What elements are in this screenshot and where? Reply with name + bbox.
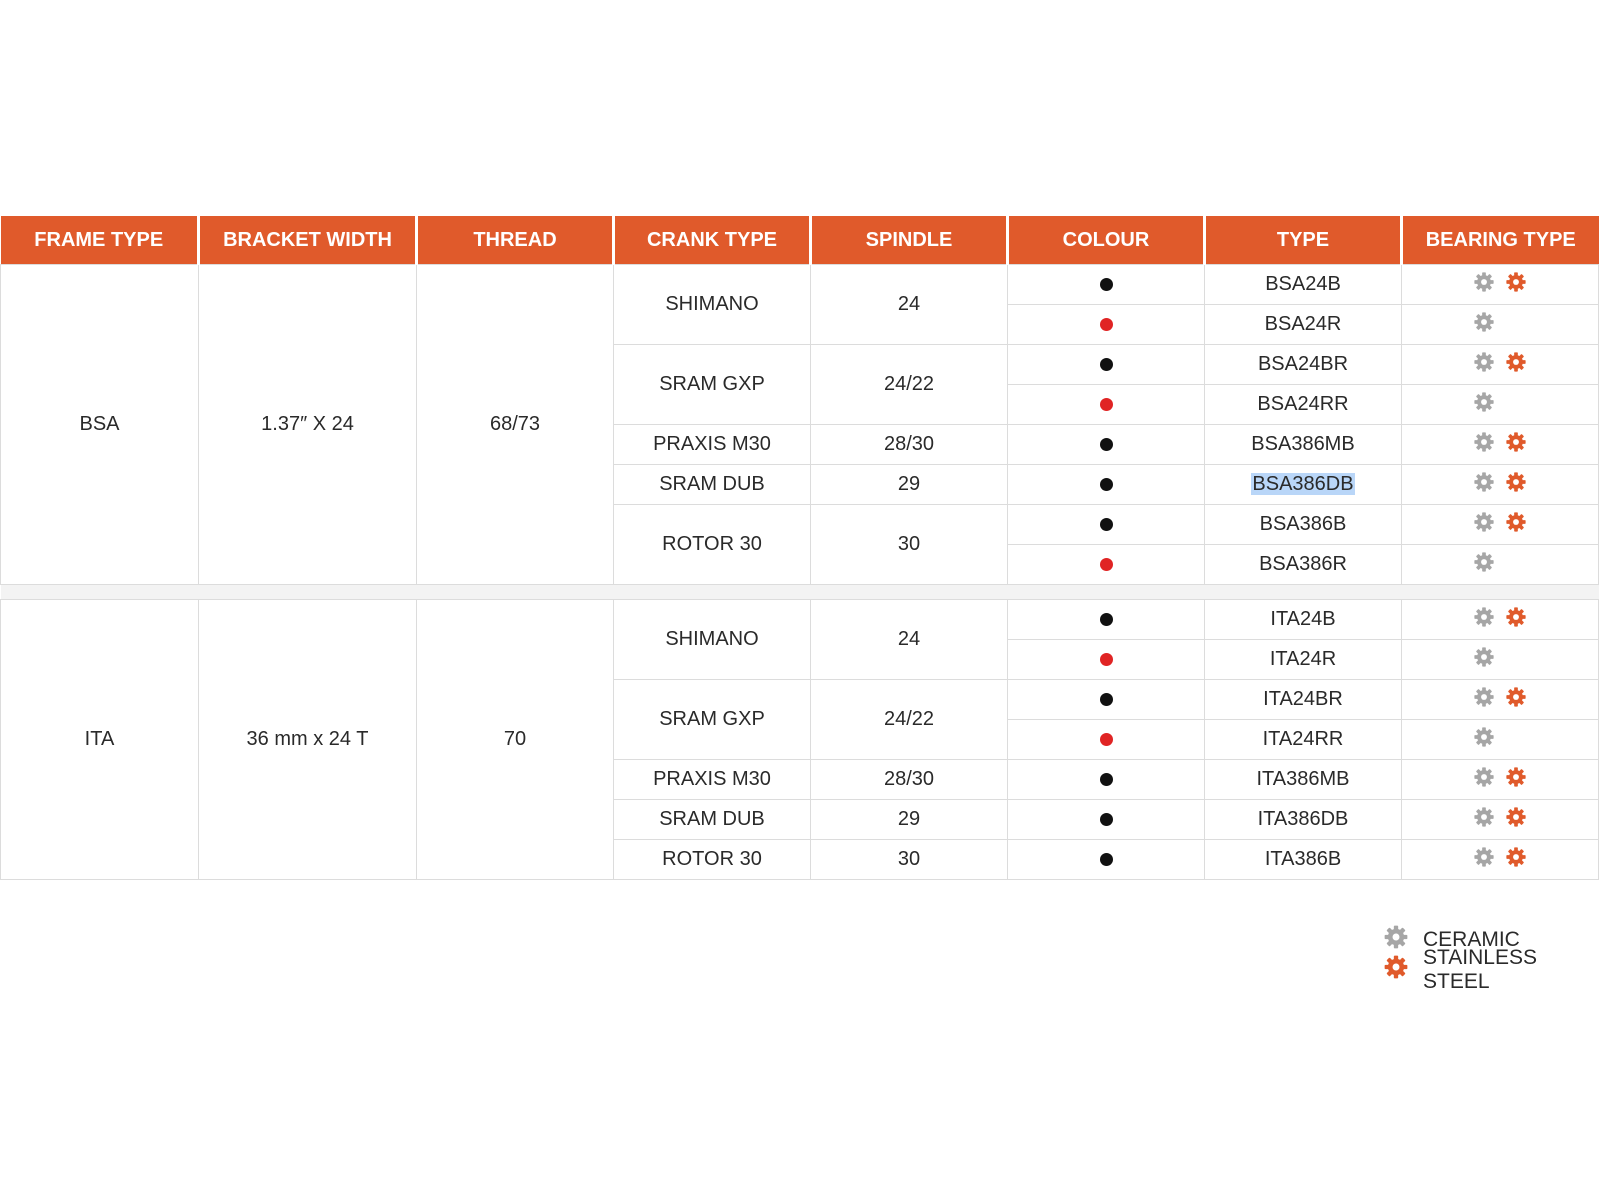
empty-bearing-slot <box>1505 726 1527 748</box>
part-number[interactable]: BSA386MB <box>1251 433 1355 455</box>
group-spacer <box>1 585 1599 600</box>
colour-cell <box>1008 545 1205 585</box>
bearing-type-cell <box>1402 760 1599 800</box>
spindle-cell: 28/30 <box>811 760 1008 800</box>
legend-stainless-steel-label: STAINLESS STEEL <box>1423 946 1537 993</box>
bearing-type-cell <box>1402 600 1599 640</box>
type-cell <box>1205 465 1402 505</box>
bearing-type-cell <box>1402 265 1599 305</box>
type-cell <box>1205 800 1402 840</box>
ceramic-gear-icon <box>1473 511 1495 533</box>
stainless-steel-gear-icon <box>1383 954 1409 980</box>
ceramic-gear-icon <box>1383 924 1409 950</box>
table-body <box>1 265 1599 880</box>
empty-bearing-slot <box>1505 311 1527 333</box>
bearing-type-cell <box>1402 345 1599 385</box>
type-cell <box>1205 345 1402 385</box>
bearing-legend <box>1383 925 1600 993</box>
header-bearing-type: BEARING TYPE <box>1402 216 1599 265</box>
crank-type-cell: SRAM DUB <box>614 465 811 505</box>
ceramic-gear-icon <box>1473 646 1495 668</box>
frame-type-cell: BSA <box>1 265 199 585</box>
colour-cell <box>1008 425 1205 465</box>
table-header-row <box>1 216 1599 265</box>
bearing-icons <box>1465 511 1535 533</box>
crank-type-cell: SRAM GXP <box>614 345 811 425</box>
red-colour-dot <box>1100 653 1113 666</box>
type-cell <box>1205 425 1402 465</box>
colour-cell <box>1008 600 1205 640</box>
black-colour-dot <box>1100 813 1113 826</box>
bearing-icons <box>1465 646 1535 668</box>
bearing-icons <box>1465 431 1535 453</box>
bearing-icons <box>1465 686 1535 708</box>
bearing-type-cell <box>1402 465 1599 505</box>
part-number[interactable]: BSA386R <box>1259 553 1347 575</box>
stainless-steel-gear-icon <box>1505 606 1527 628</box>
stainless-steel-gear-icon <box>1505 766 1527 788</box>
stainless-steel-gear-icon <box>1505 686 1527 708</box>
black-colour-dot <box>1100 478 1113 491</box>
spindle-cell: 28/30 <box>811 425 1008 465</box>
ceramic-gear-icon <box>1473 271 1495 293</box>
red-colour-dot <box>1100 318 1113 331</box>
stainless-steel-gear-icon <box>1505 806 1527 828</box>
part-number[interactable]: BSA386B <box>1259 513 1347 535</box>
stainless-steel-gear-icon <box>1383 954 1409 986</box>
colour-cell <box>1008 385 1205 425</box>
stainless-steel-gear-icon <box>1505 351 1527 373</box>
bearing-type-cell <box>1402 385 1599 425</box>
crank-type-cell: SHIMANO <box>614 265 811 345</box>
header-crank-type: CRANK TYPE <box>614 216 811 265</box>
bearing-icons <box>1465 391 1535 413</box>
ceramic-gear-icon <box>1383 924 1409 956</box>
type-cell <box>1205 720 1402 760</box>
part-number[interactable]: ITA24BR <box>1263 688 1343 710</box>
crank-type-cell: SHIMANO <box>614 600 811 680</box>
crank-type-cell: SRAM GXP <box>614 680 811 760</box>
bearing-icons <box>1465 766 1535 788</box>
colour-cell <box>1008 840 1205 880</box>
spindle-cell: 24 <box>811 600 1008 680</box>
header-thread: THREAD <box>417 216 614 265</box>
crank-type-cell: SRAM DUB <box>614 800 811 840</box>
spindle-cell: 30 <box>811 840 1008 880</box>
header-spindle: SPINDLE <box>811 216 1008 265</box>
header-type: TYPE <box>1205 216 1402 265</box>
ceramic-gear-icon <box>1473 846 1495 868</box>
type-cell <box>1205 760 1402 800</box>
type-cell <box>1205 600 1402 640</box>
bearing-type-cell <box>1402 425 1599 465</box>
part-number[interactable]: BSA24B <box>1265 273 1341 295</box>
empty-bearing-slot <box>1505 391 1527 413</box>
legend-stainless-steel <box>1383 946 1600 993</box>
crank-type-cell: PRAXIS M30 <box>614 425 811 465</box>
colour-cell <box>1008 720 1205 760</box>
colour-cell <box>1008 505 1205 545</box>
bearing-type-cell <box>1402 640 1599 680</box>
spindle-cell: 24/22 <box>811 680 1008 760</box>
bearing-icons <box>1465 311 1535 333</box>
crank-type-cell: ROTOR 30 <box>614 505 811 585</box>
table-row <box>1 265 1599 305</box>
header-frame-type: FRAME TYPE <box>1 216 199 265</box>
black-colour-dot <box>1100 613 1113 626</box>
bearing-icons <box>1465 351 1535 373</box>
black-colour-dot <box>1100 853 1113 866</box>
ceramic-gear-icon <box>1473 766 1495 788</box>
part-number[interactable]: ITA386DB <box>1257 808 1349 830</box>
part-number[interactable]: ITA386B <box>1264 848 1342 870</box>
spindle-cell: 24/22 <box>811 345 1008 425</box>
bearing-icons <box>1465 471 1535 493</box>
bearing-icons <box>1465 606 1535 628</box>
ceramic-gear-icon <box>1473 391 1495 413</box>
colour-cell <box>1008 800 1205 840</box>
bearing-type-cell <box>1402 840 1599 880</box>
colour-cell <box>1008 465 1205 505</box>
ceramic-gear-icon <box>1473 726 1495 748</box>
ceramic-gear-icon <box>1473 806 1495 828</box>
header-bracket-width: BRACKET WIDTH <box>199 216 417 265</box>
colour-cell <box>1008 265 1205 305</box>
thread-cell: 70 <box>417 600 614 880</box>
spindle-cell: 29 <box>811 465 1008 505</box>
spindle-cell: 29 <box>811 800 1008 840</box>
ceramic-gear-icon <box>1473 311 1495 333</box>
black-colour-dot <box>1100 278 1113 291</box>
bottom-bracket-spec-table <box>0 216 1599 880</box>
bearing-type-cell <box>1402 720 1599 760</box>
type-cell <box>1205 680 1402 720</box>
bracket-width-cell: 1.37″ X 24 <box>199 265 417 585</box>
legend-ceramic-label: CERAMIC <box>1423 928 1520 951</box>
black-colour-dot <box>1100 773 1113 786</box>
bearing-type-cell <box>1402 305 1599 345</box>
spindle-cell: 24 <box>811 265 1008 345</box>
header-colour: COLOUR <box>1008 216 1205 265</box>
black-colour-dot <box>1100 518 1113 531</box>
ceramic-gear-icon <box>1473 551 1495 573</box>
bearing-icons <box>1465 846 1535 868</box>
crank-type-cell: PRAXIS M30 <box>614 760 811 800</box>
colour-cell <box>1008 305 1205 345</box>
type-cell <box>1205 840 1402 880</box>
part-number[interactable]: BSA24BR <box>1257 353 1349 375</box>
spindle-cell: 30 <box>811 505 1008 585</box>
ceramic-gear-icon <box>1473 606 1495 628</box>
part-number[interactable]: ITA24B <box>1270 608 1336 630</box>
ceramic-gear-icon <box>1473 431 1495 453</box>
bearing-icons <box>1465 806 1535 828</box>
spacer-cell <box>1 585 1599 600</box>
type-cell <box>1205 305 1402 345</box>
table-row <box>1 600 1599 640</box>
colour-cell <box>1008 680 1205 720</box>
black-colour-dot <box>1100 693 1113 706</box>
stainless-steel-gear-icon <box>1505 846 1527 868</box>
stainless-steel-gear-icon <box>1505 471 1527 493</box>
red-colour-dot <box>1100 733 1113 746</box>
colour-cell <box>1008 760 1205 800</box>
bearing-type-cell <box>1402 680 1599 720</box>
type-cell <box>1205 545 1402 585</box>
thread-cell: 68/73 <box>417 265 614 585</box>
part-number[interactable]: BSA386DB <box>1252 473 1354 495</box>
stainless-steel-gear-icon <box>1505 511 1527 533</box>
part-number[interactable]: ITA24R <box>1269 648 1337 670</box>
red-colour-dot <box>1100 558 1113 571</box>
bracket-width-cell: 36 mm x 24 T <box>199 600 417 880</box>
stainless-steel-gear-icon <box>1505 431 1527 453</box>
part-number[interactable]: ITA24RR <box>1262 728 1344 750</box>
bearing-type-cell <box>1402 800 1599 840</box>
stainless-steel-gear-icon <box>1505 271 1527 293</box>
part-number[interactable]: ITA386MB <box>1256 768 1350 790</box>
ceramic-gear-icon <box>1473 351 1495 373</box>
colour-cell <box>1008 345 1205 385</box>
bearing-type-cell <box>1402 505 1599 545</box>
bearing-icons <box>1465 726 1535 748</box>
black-colour-dot <box>1100 438 1113 451</box>
ceramic-gear-icon <box>1473 686 1495 708</box>
bearing-icons <box>1465 551 1535 573</box>
bearing-type-cell <box>1402 545 1599 585</box>
type-cell <box>1205 265 1402 305</box>
red-colour-dot <box>1100 398 1113 411</box>
colour-cell <box>1008 640 1205 680</box>
empty-bearing-slot <box>1505 646 1527 668</box>
crank-type-cell: ROTOR 30 <box>614 840 811 880</box>
empty-bearing-slot <box>1505 551 1527 573</box>
part-number[interactable]: BSA24R <box>1264 313 1342 335</box>
bearing-icons <box>1465 271 1535 293</box>
ceramic-gear-icon <box>1473 471 1495 493</box>
type-cell <box>1205 640 1402 680</box>
type-cell <box>1205 385 1402 425</box>
type-cell <box>1205 505 1402 545</box>
black-colour-dot <box>1100 358 1113 371</box>
frame-type-cell: ITA <box>1 600 199 880</box>
part-number[interactable]: BSA24RR <box>1257 393 1349 415</box>
